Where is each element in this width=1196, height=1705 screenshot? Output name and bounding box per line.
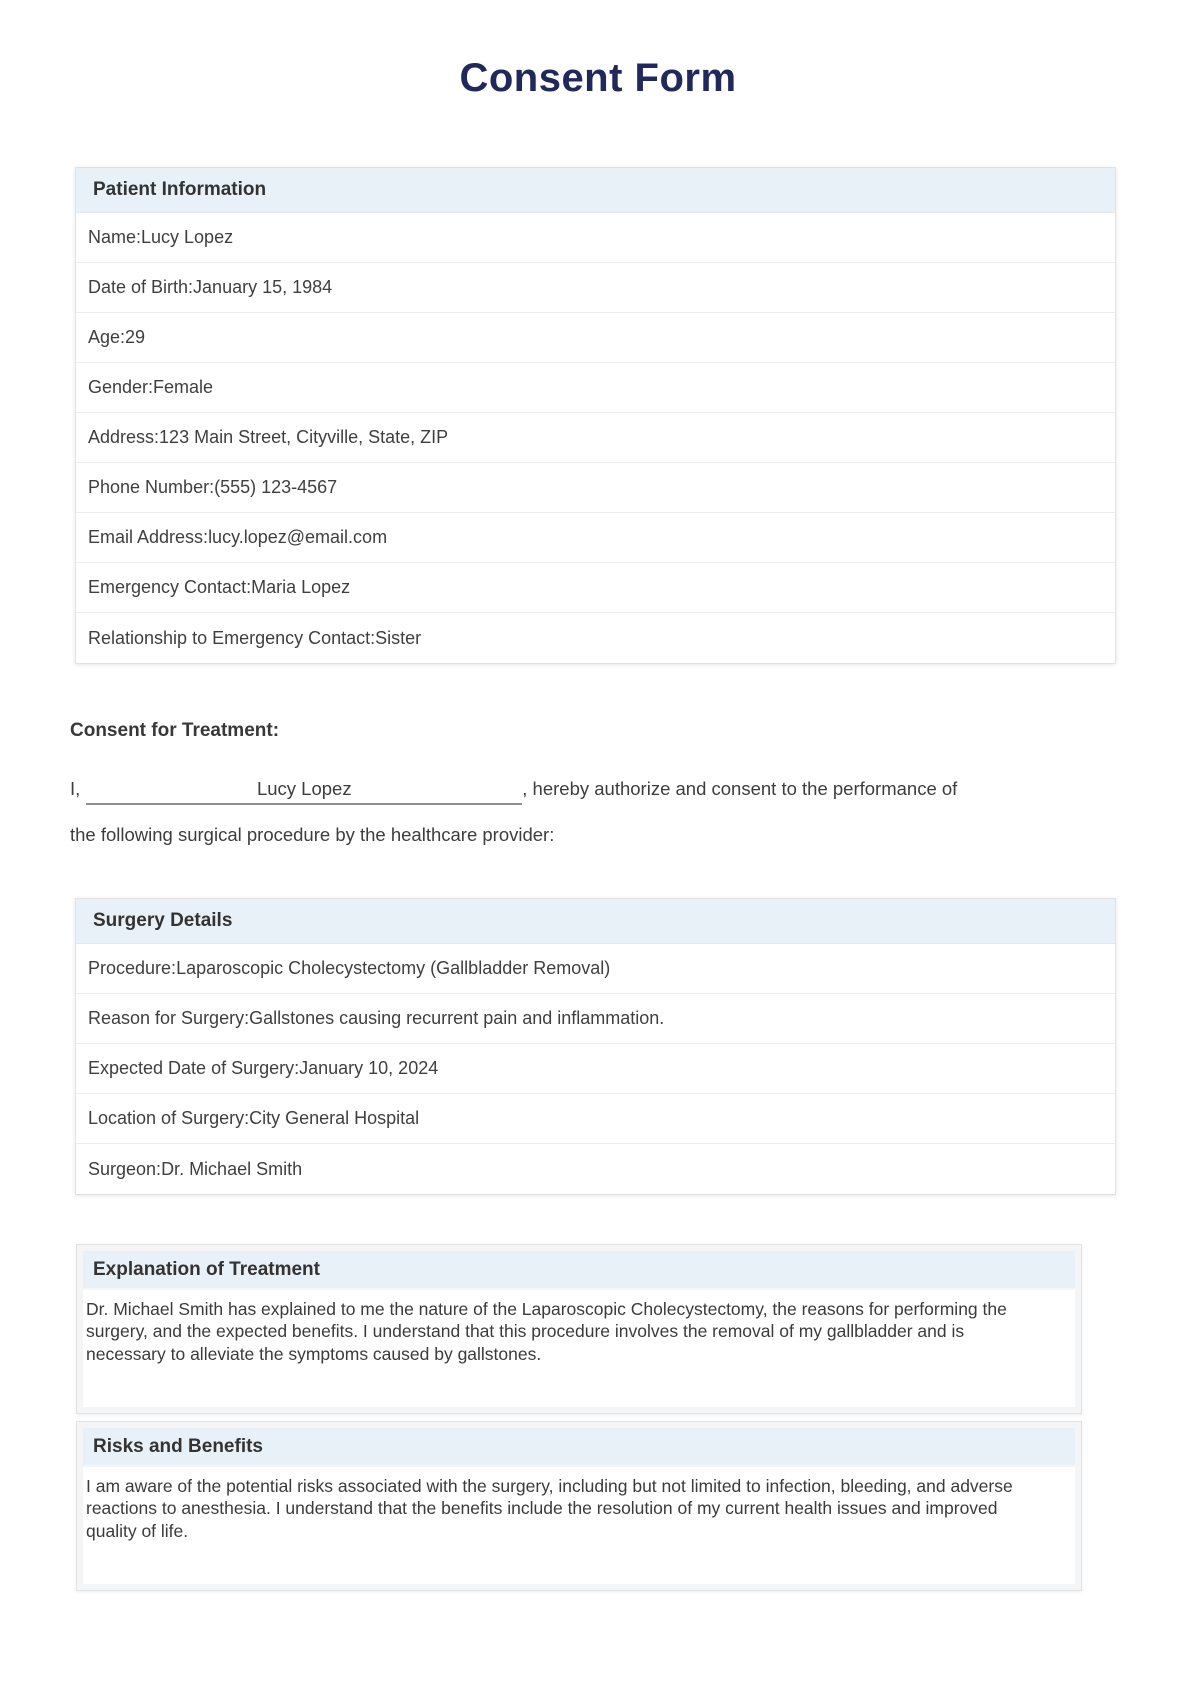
field-value: Dr. Michael Smith xyxy=(161,1158,303,1179)
field-value: Female xyxy=(153,377,214,397)
table-row-phone xyxy=(76,463,1115,513)
table-row-location xyxy=(76,1094,1115,1144)
field-label: Expected Date of Surgery: xyxy=(88,1058,300,1078)
field-label: Age: xyxy=(88,327,126,347)
field-label: Address: xyxy=(88,427,160,447)
name-on-line: Lucy Lopez xyxy=(256,778,352,799)
field-value: Lucy Lopez xyxy=(141,227,234,247)
patient-info-table xyxy=(75,167,1116,664)
field-label: Relationship to Emergency Contact: xyxy=(88,627,376,648)
field-label: Email Address: xyxy=(88,527,209,547)
field-label: Name: xyxy=(88,227,142,247)
table-row-emergency-contact xyxy=(76,563,1115,613)
patient-info-table-header: Patient Information xyxy=(76,168,1115,213)
consent-prefix: I, xyxy=(70,778,81,799)
risks-section xyxy=(76,1421,1082,1591)
table-row-gender xyxy=(76,363,1115,413)
table-row-dob xyxy=(76,263,1115,313)
consent-suffix: , hereby authorize and consent to the performance of xyxy=(522,778,958,799)
page-title: Consent Form xyxy=(459,56,737,100)
risks-section-header: Risks and Benefits xyxy=(83,1428,1075,1465)
field-value: Laparoscopic Cholecystectomy (Gallbladder Removal) xyxy=(176,958,611,978)
field-label: Emergency Contact: xyxy=(88,577,252,597)
table-row-surgeon xyxy=(76,1144,1115,1194)
surgery-details-table-header: Surgery Details xyxy=(76,899,1115,944)
risks-section-body: I am aware of the potential risks associated with the surgery, including but not limited to infection, bleeding, and adverse reactions to anesthesia. I understand that the benefits include the resolution of my current health issues and improved quality of life. xyxy=(83,1467,1075,1584)
field-value: 123 Main Street, Cityville, State, ZIP xyxy=(159,427,449,447)
field-value: lucy.lopez@email.com xyxy=(208,527,388,547)
field-label: Procedure: xyxy=(88,958,177,978)
explanation-section-header: Explanation of Treatment xyxy=(83,1251,1075,1288)
table-row-address xyxy=(76,413,1115,463)
table-row-procedure xyxy=(76,944,1115,994)
field-value: Gallstones causing recurrent pain and inflammation. xyxy=(249,1008,665,1028)
field-value: January 10, 2024 xyxy=(299,1058,439,1078)
field-value: Maria Lopez xyxy=(251,577,351,597)
explanation-section xyxy=(76,1244,1082,1414)
field-label: Reason for Surgery: xyxy=(88,1008,250,1028)
consent-heading: Consent for Treatment: xyxy=(70,720,280,741)
table-row-reason xyxy=(76,994,1115,1044)
field-label: Date of Birth: xyxy=(88,277,194,297)
field-value: 29 xyxy=(125,327,146,347)
surgery-details-table xyxy=(75,898,1116,1195)
field-value: City General Hospital xyxy=(249,1108,420,1128)
name-blank-field[interactable] xyxy=(86,778,522,805)
table-row-relationship xyxy=(76,613,1115,663)
field-value: January 15, 1984 xyxy=(193,277,333,297)
consent-paragraph-line1 xyxy=(70,778,1126,805)
consent-form-document xyxy=(0,55,1196,1705)
field-value: Sister xyxy=(375,627,422,648)
explanation-section-body: Dr. Michael Smith has explained to me the nature of the Laparoscopic Cholecystectomy, the reasons for performing the surgery, and the expected benefits. I understand that this procedure involves the removal of my gallbladder and is necessary to alleviate the symptoms caused by gallstones. xyxy=(83,1290,1075,1407)
field-label: Gender: xyxy=(88,377,154,397)
table-row-email xyxy=(76,513,1115,563)
field-value: (555) 123-4567 xyxy=(214,477,338,497)
field-label: Location of Surgery: xyxy=(88,1108,250,1128)
table-row-name xyxy=(76,213,1115,263)
consent-paragraph-line2: the following surgical procedure by the healthcare provider: xyxy=(70,824,555,845)
table-row-expected-date xyxy=(76,1044,1115,1094)
field-label: Phone Number: xyxy=(88,477,215,497)
table-row-age xyxy=(76,313,1115,363)
field-label: Surgeon: xyxy=(88,1158,162,1179)
